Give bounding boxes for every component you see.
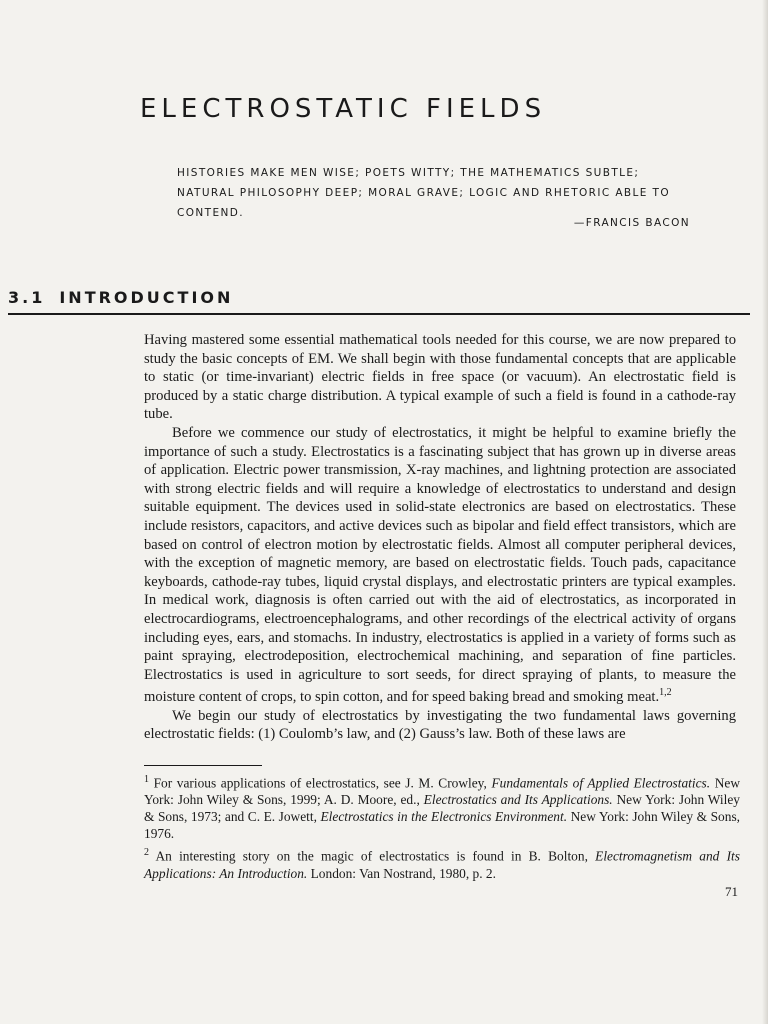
footnote-ref: 1,2 <box>659 687 672 699</box>
footnote-book-title: Electromagnetism and Its Applications: An Introduction. <box>144 848 740 881</box>
epigraph-attribution: —FRANCIS BACON <box>573 217 690 229</box>
footnotes <box>144 771 740 884</box>
epigraph-quote: HISTORIES MAKE MEN WISE; POETS WITTY; THE MATHEMATICS SUBTLE; NATURAL PHILOSOPHY DEEP; MORAL GRAVE; LOGIC AND RHETORIC ABLE TO CONTEND. <box>177 167 671 219</box>
footnote-1 <box>144 771 740 842</box>
page-number: 71 <box>725 884 738 899</box>
footnote-book-title: Electrostatics in the Electronics Environment. <box>320 809 568 825</box>
chapter-title: ELECTROSTATIC FIELDS <box>140 94 547 124</box>
body-text <box>144 331 736 744</box>
paragraph-2-text: Before we commence our study of electrostatics, it might be helpful to examine briefly the importance of such a study. Electrostatics is a fascinating subject that has grown up in diverse areas of application. Electric power transmission, X-ray machines, and lightning protection are associated with strong electric fields and will require a knowledge of electrostatics to understand and design suitable equipment. The devices used in solid-state electronics are based on electrostatics. These include resistors, capacitors, and active devices such as bipolar and field effect transistors, which are based on control of electron motion by electrostatic fields. Almost all computer peripheral devices, with the exception of magnetic memory, are based on electrostatic fields. Touch pads, capacitance keyboards, cathode-ray tubes, liquid crystal displays, and electrostatic printers are typical examples. In medical work, diagnosis is often carried out with the aid of electrostatics, as incorporated in electrocardiograms, electroencephalograms, and other recordings of the electrical activity of organs including eyes, ears, and stomachs. In industry, electrostatics is applied in a variety of forms such as paint spraying, electrodeposition, electrochemical machining, and separation of fine particles. Electrostatics is used in agriculture to sort seeds, for direct spraying of plants, to measure the moisture content of crops, to spin cotton, and for speed baking bread and smoking meat. <box>144 424 736 706</box>
footnote-mark: 1 <box>144 774 149 785</box>
footnote-text: New York: John Wiley & Sons, 1976. <box>144 809 740 842</box>
footnote-divider <box>144 765 262 766</box>
page-edge-shadow <box>762 0 768 1024</box>
footnote-text: New York: John Wiley & Sons, 1999; A. D. Moore, ed., <box>144 775 740 808</box>
paragraph-3: We begin our study of electrostatics by investigating the two fundamental laws governing electrostatic fields: (1) Coulomb’s law, and (2) Gauss’s law. Both of these laws are <box>144 707 736 743</box>
footnote-2 <box>144 844 740 881</box>
section-heading <box>8 288 750 315</box>
footnote-text: London: Van Nostrand, 1980, p. 2. <box>307 865 496 881</box>
footnote-mark: 2 <box>144 847 149 859</box>
footnote-text: An interesting story on the magic of electrostatics is found in B. Bolton, <box>155 848 596 864</box>
footnote-text: New York: John Wiley & Sons, 1973; and C. E. Jowett, <box>144 792 740 825</box>
footnote-book-title: Electrostatics and Its Applications. <box>423 792 613 808</box>
footnote-book-title: Fundamentals of Applied Electrostatics. <box>491 775 711 791</box>
section-number: 3.1 <box>8 288 46 307</box>
footnote-text: For various applications of electrostatics, see J. M. Crowley, <box>153 775 492 791</box>
section-title: INTRODUCTION <box>59 288 234 307</box>
paragraph-2 <box>144 424 736 707</box>
paragraph-1: Having mastered some essential mathematical tools needed for this course, we are now prepared to study the basic concepts of EM. We shall begin with those fundamental concepts that are applicable to static (or time-invariant) electric fields in free space (or vacuum). An electrostatic field is produced by a static charge distribution. A typical example of such a field is found in a cathode-ray tube. <box>144 332 736 423</box>
